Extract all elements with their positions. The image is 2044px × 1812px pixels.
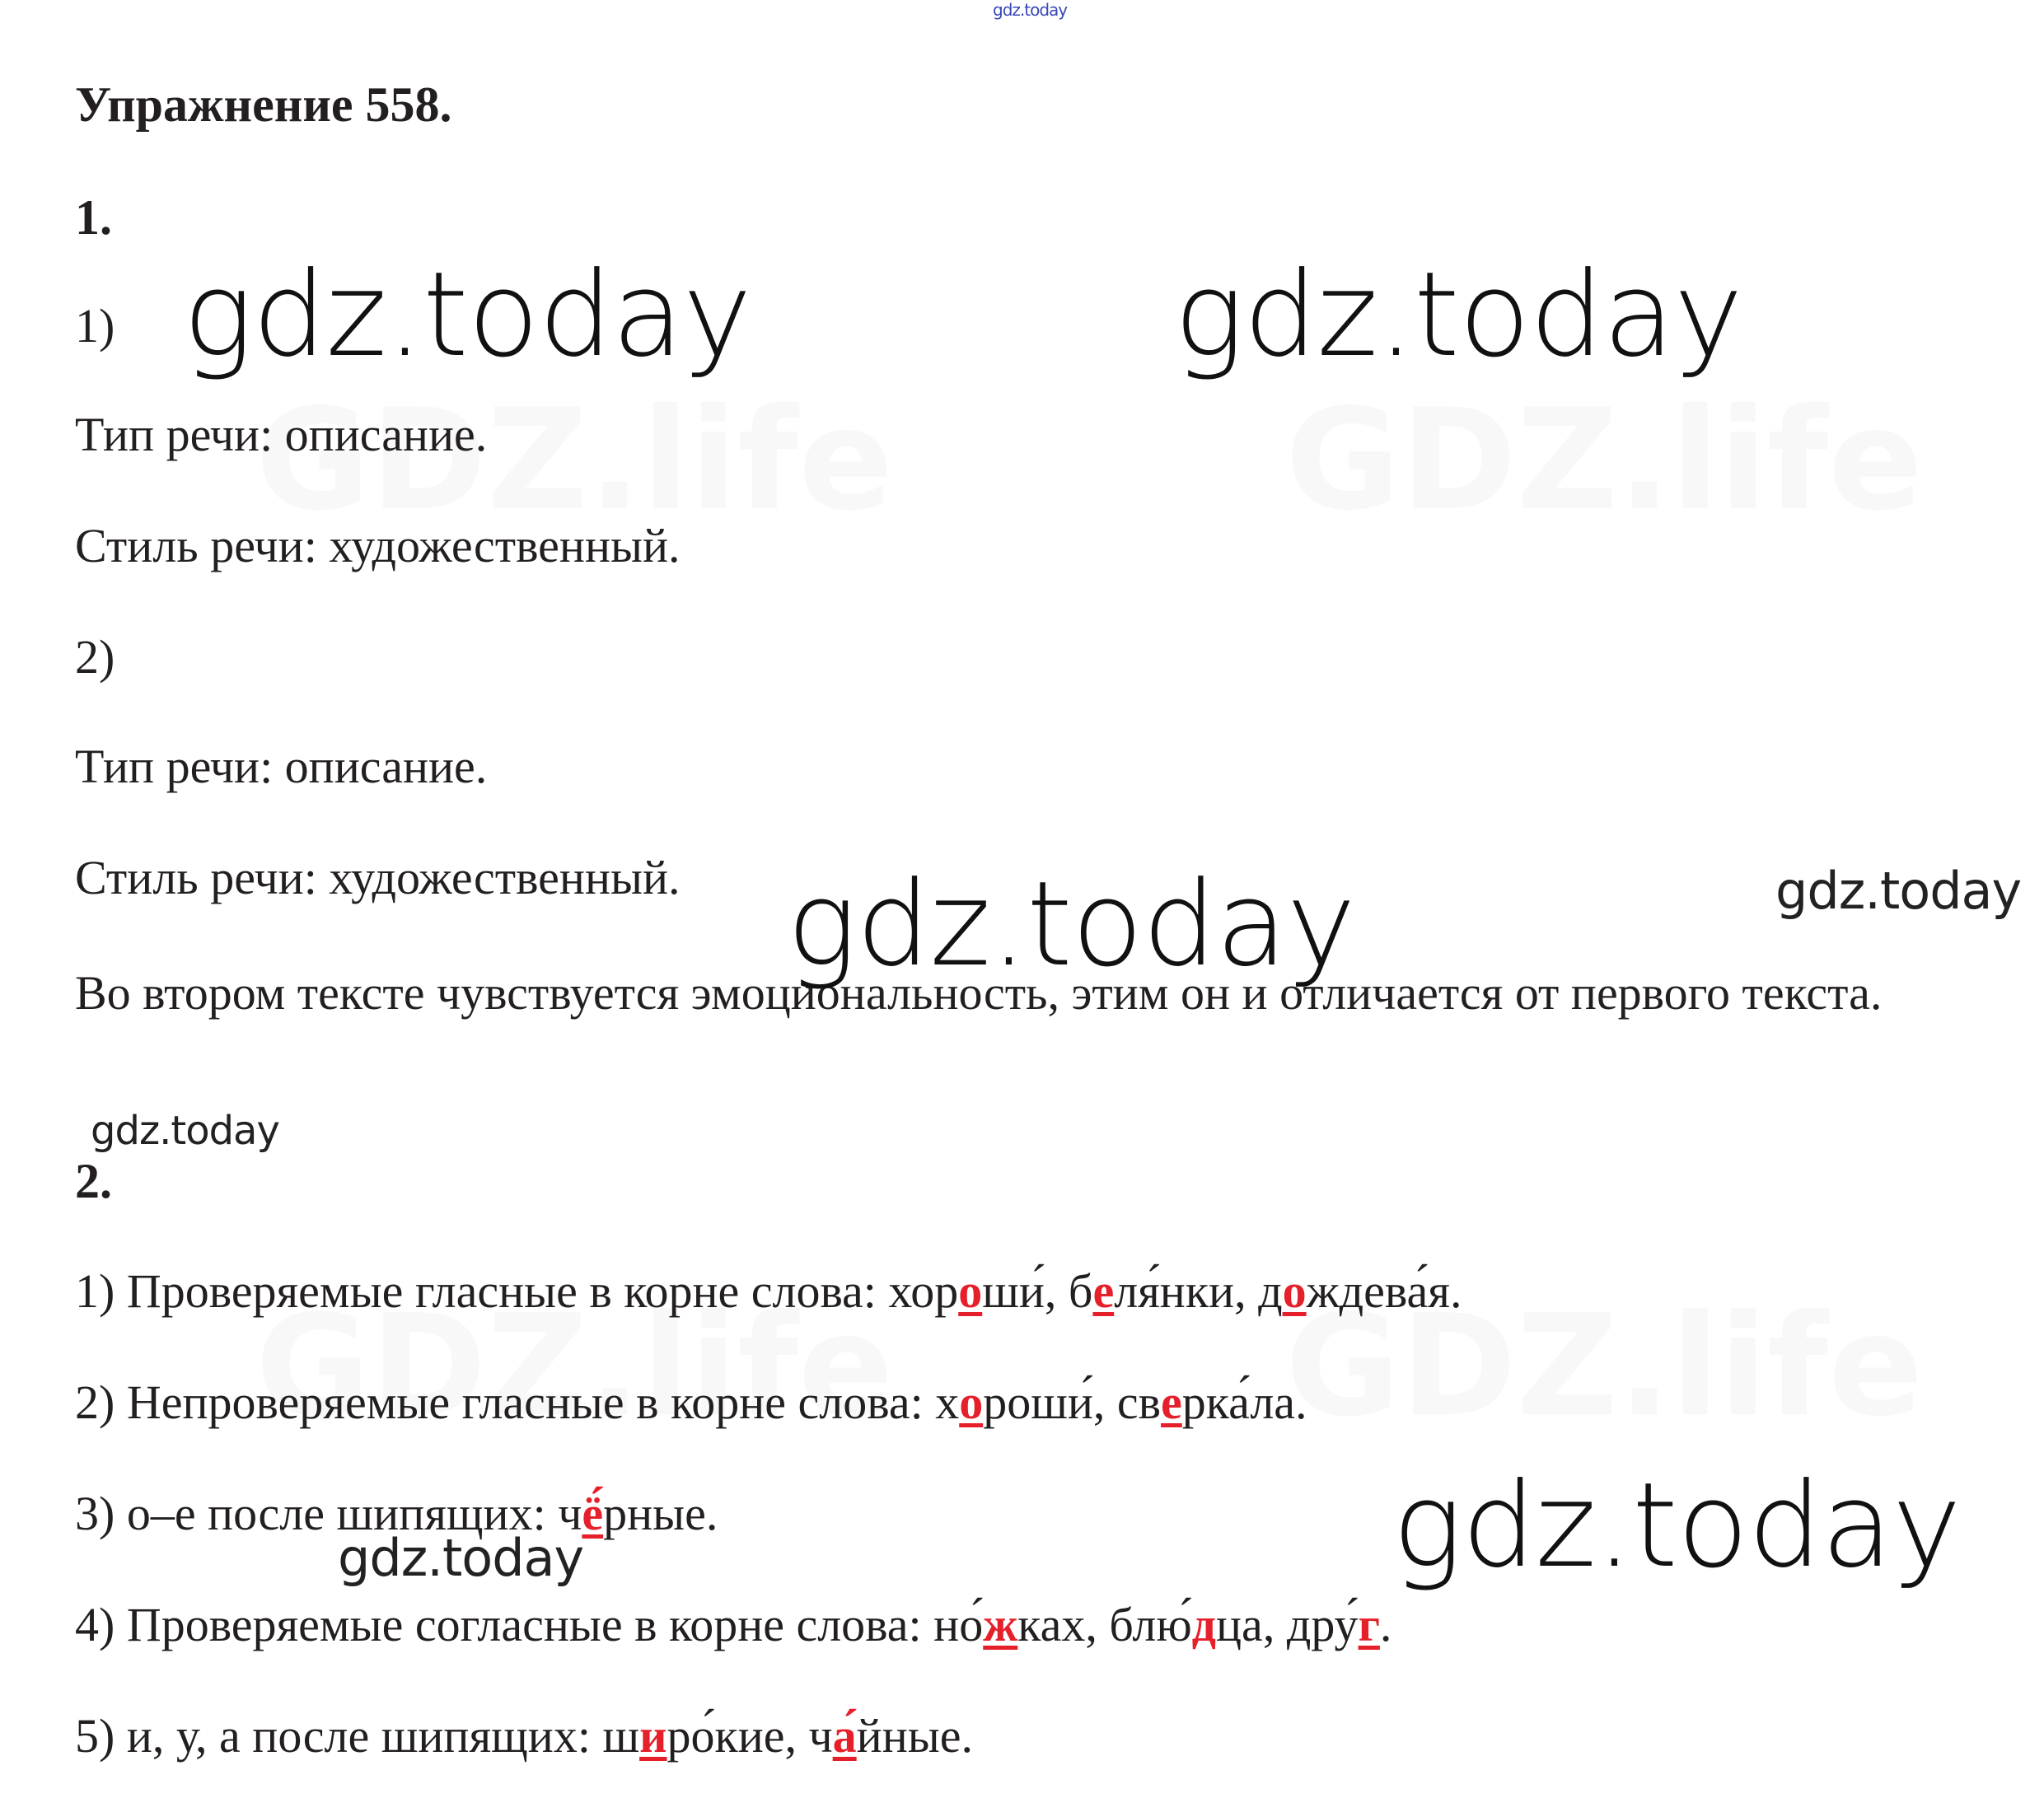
punctuation: , bbox=[1085, 1598, 1110, 1651]
example-word bbox=[1109, 1598, 1262, 1651]
highlighted-letter: ё́ bbox=[582, 1487, 604, 1540]
example-word bbox=[1117, 1375, 1295, 1429]
faint-watermark bbox=[1285, 379, 1923, 542]
highlighted-letter: е bbox=[1161, 1375, 1182, 1429]
word-before: б bbox=[1068, 1264, 1093, 1318]
punctuation: . bbox=[1449, 1264, 1462, 1318]
section-2-item-2 bbox=[75, 1371, 1307, 1433]
word-before: дру́ bbox=[1286, 1598, 1359, 1651]
watermark: gdz.today bbox=[1174, 247, 1742, 383]
watermark: gdz.today bbox=[1392, 1458, 1961, 1594]
word-after: ши́ bbox=[982, 1264, 1045, 1318]
example-word bbox=[888, 1264, 1045, 1318]
word-after: рные bbox=[603, 1487, 706, 1540]
section-2-item-1 bbox=[75, 1260, 1462, 1322]
word-after: ждева́я bbox=[1306, 1264, 1450, 1318]
word-before: св bbox=[1116, 1375, 1162, 1429]
word-before: но́ bbox=[933, 1598, 984, 1651]
section-1-heading: 1. bbox=[75, 190, 112, 245]
word-before: ч bbox=[808, 1709, 833, 1763]
example-word bbox=[809, 1709, 961, 1763]
punctuation: . bbox=[1295, 1375, 1307, 1429]
punctuation: , bbox=[1044, 1264, 1069, 1318]
section-1-conclusion: Во втором тексте чувствуется эмоциональность, этим он и отличается от первого текста. bbox=[75, 966, 1883, 1020]
example-word bbox=[1258, 1264, 1450, 1318]
word-after: рка́ла bbox=[1181, 1375, 1296, 1429]
punctuation: , bbox=[784, 1709, 809, 1763]
highlighted-letter: г bbox=[1358, 1598, 1380, 1651]
watermark: gdz.today bbox=[91, 1108, 279, 1154]
page-title: Упражнение 558. bbox=[75, 77, 452, 132]
example-word bbox=[1069, 1264, 1234, 1318]
item-prefix: 2) Непроверяемые гласные в корне слова: bbox=[75, 1375, 936, 1429]
section-1-item-1-style: Стиль речи: художественный. bbox=[75, 519, 681, 572]
watermark: gdz.today bbox=[338, 1528, 584, 1588]
watermark: gdz.today bbox=[787, 857, 1355, 992]
word-before: хор bbox=[888, 1264, 959, 1318]
item-prefix: 5) и, у, а после шипящих: bbox=[75, 1709, 603, 1763]
word-before: ш bbox=[602, 1709, 640, 1763]
item-prefix: 4) Проверяемые согласные в корне слова: bbox=[75, 1598, 934, 1651]
highlighted-letter: е bbox=[1092, 1264, 1115, 1318]
watermark-top: gdz.today bbox=[993, 0, 1068, 20]
section-1-item-2-label: 2) bbox=[75, 630, 115, 684]
section-2-item-4 bbox=[75, 1594, 1392, 1656]
watermark: gdz.today bbox=[183, 247, 751, 383]
highlighted-letter: о bbox=[959, 1375, 984, 1429]
example-word bbox=[1287, 1598, 1380, 1651]
example-word bbox=[933, 1598, 1085, 1651]
word-after: ро́кие bbox=[667, 1709, 785, 1763]
section-1-item-1-label: 1) bbox=[75, 299, 115, 353]
section-1-item-2-type: Тип речи: описание. bbox=[75, 740, 488, 793]
highlighted-letter: о bbox=[958, 1264, 983, 1318]
section-2-heading: 2. bbox=[75, 1154, 112, 1208]
word-before: д bbox=[1258, 1264, 1283, 1318]
word-after: ля́нки bbox=[1114, 1264, 1235, 1318]
word-after: ца bbox=[1216, 1598, 1263, 1651]
section-1-item-1-type: Тип речи: описание. bbox=[75, 408, 488, 461]
punctuation: . bbox=[1379, 1598, 1392, 1651]
word-after: ках bbox=[1017, 1598, 1086, 1651]
example-word bbox=[935, 1375, 1093, 1429]
watermark: gdz.today bbox=[1775, 861, 2022, 921]
highlighted-letter: а́ bbox=[832, 1709, 857, 1763]
punctuation: , bbox=[1262, 1598, 1287, 1651]
word-after: йные bbox=[856, 1709, 961, 1763]
item-prefix: 3) о–е после шипящих: bbox=[75, 1487, 559, 1540]
punctuation: , bbox=[1234, 1264, 1259, 1318]
punctuation: , bbox=[1092, 1375, 1117, 1429]
highlighted-letter: и bbox=[639, 1709, 667, 1763]
example-word bbox=[602, 1709, 784, 1763]
section-1-item-2-style: Стиль речи: художественный. bbox=[75, 851, 681, 904]
word-before: блю́ bbox=[1109, 1598, 1192, 1651]
word-after: роши́ bbox=[983, 1375, 1093, 1429]
section-2-item-5 bbox=[75, 1705, 973, 1767]
punctuation: . bbox=[961, 1709, 973, 1763]
highlighted-letter: ж bbox=[983, 1598, 1018, 1651]
word-before: ч bbox=[558, 1487, 582, 1540]
highlighted-letter: о bbox=[1282, 1264, 1307, 1318]
item-prefix: 1) Проверяемые гласные в корне слова: bbox=[75, 1264, 889, 1318]
word-before: х bbox=[935, 1375, 960, 1429]
punctuation: . bbox=[705, 1487, 718, 1540]
highlighted-letter: д bbox=[1191, 1598, 1217, 1651]
